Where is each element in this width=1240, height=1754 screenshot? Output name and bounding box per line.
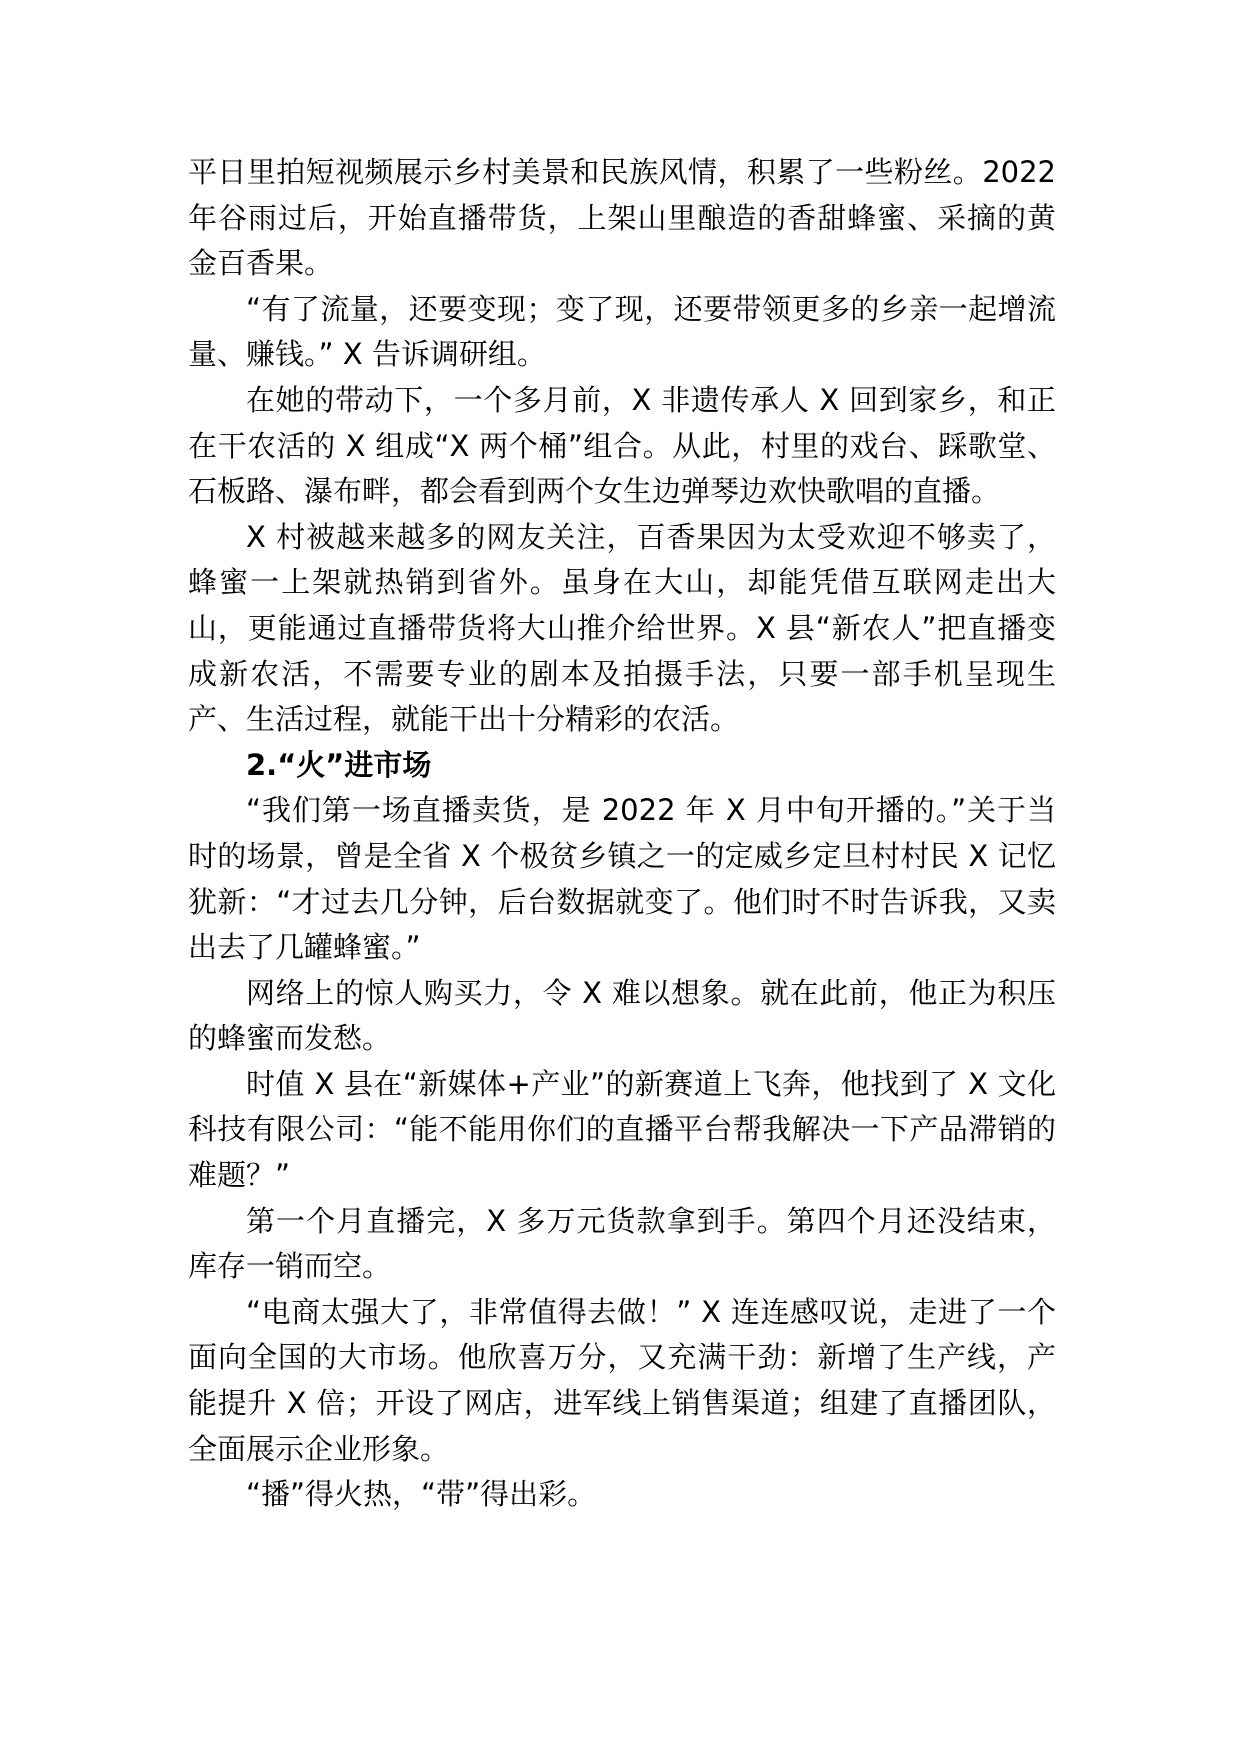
paragraph-village-attention: X 村被越来越多的网友关注，百香果因为太受欢迎不够卖了，蜂蜜一上架就热销到省外。虽身在大山，却能凭借互联网走出大山，更能通过直播带货将大山推介给世界。X 县“新农人”把直播变成新农活，不需要专业的剧本及拍摄手法，只要一部手机呈现生产、生活过程，就能干出十分精彩的农活。	[188, 519, 1056, 737]
paragraph-first-livestream: “我们第一场直播卖货，是 2022 年 X 月中旬开播的。”关于当时的场景，曾是全省 X 个极贫乡镇之一的定威乡定旦村村民 X 记忆犹新：“才过去几分钟，后台数据就变了。他们时不时告诉我，又卖出去了几罐蜂蜜。”	[188, 793, 1056, 965]
paragraph-first-month: 第一个月直播完，X 多万元货款拿到手。第四个月还没结束，库存一销而空。	[188, 1203, 1056, 1284]
paragraph-buying-power: 网络上的惊人购买力，令 X 难以想象。就在此前，他正为积压的蜂蜜而发愁。	[188, 975, 1056, 1056]
section-heading: 2.“火”进市场	[246, 747, 432, 782]
paragraph-ecommerce: “电商太强大了，非常值得去做！” X 连连感叹说，走进了一个面向全国的大市场。他欣喜万分，又充满干劲：新增了生产线，产能提升 X 倍；开设了网店，进军线上销售渠道；组建了直播团队，全面展示企业形象。	[188, 1294, 1056, 1466]
paragraph-new-media: 时值 X 县在“新媒体+产业”的新赛道上飞奔，他找到了 X 文化科技有限公司：“能不能用你们的直播平台帮我解决一下产品滞销的难题？”	[188, 1066, 1056, 1193]
document-page	[188, 150, 1056, 1518]
paragraph-quote-traffic: “有了流量，还要变现；变了现，还要带领更多的乡亲一起增流量、赚钱。” X 告诉调研组。	[188, 291, 1056, 372]
paragraph-closing: “播”得火热，“带”得出彩。	[246, 1477, 597, 1512]
paragraph-duo-livestream: 在她的带动下，一个多月前，X 非遗传承人 X 回到家乡，和正在干农活的 X 组成“X 两个桶”组合。从此，村里的戏台、踩歌堂、石板路、瀑布畔，都会看到两个女生边弹琴边欢快歌唱的直播。	[188, 382, 1056, 509]
paragraph-continuation: 平日里拍短视频展示乡村美景和民族风情，积累了一些粉丝。2022 年谷雨过后，开始直播带货，上架山里酿造的香甜蜂蜜、采摘的黄金百香果。	[188, 155, 1056, 281]
